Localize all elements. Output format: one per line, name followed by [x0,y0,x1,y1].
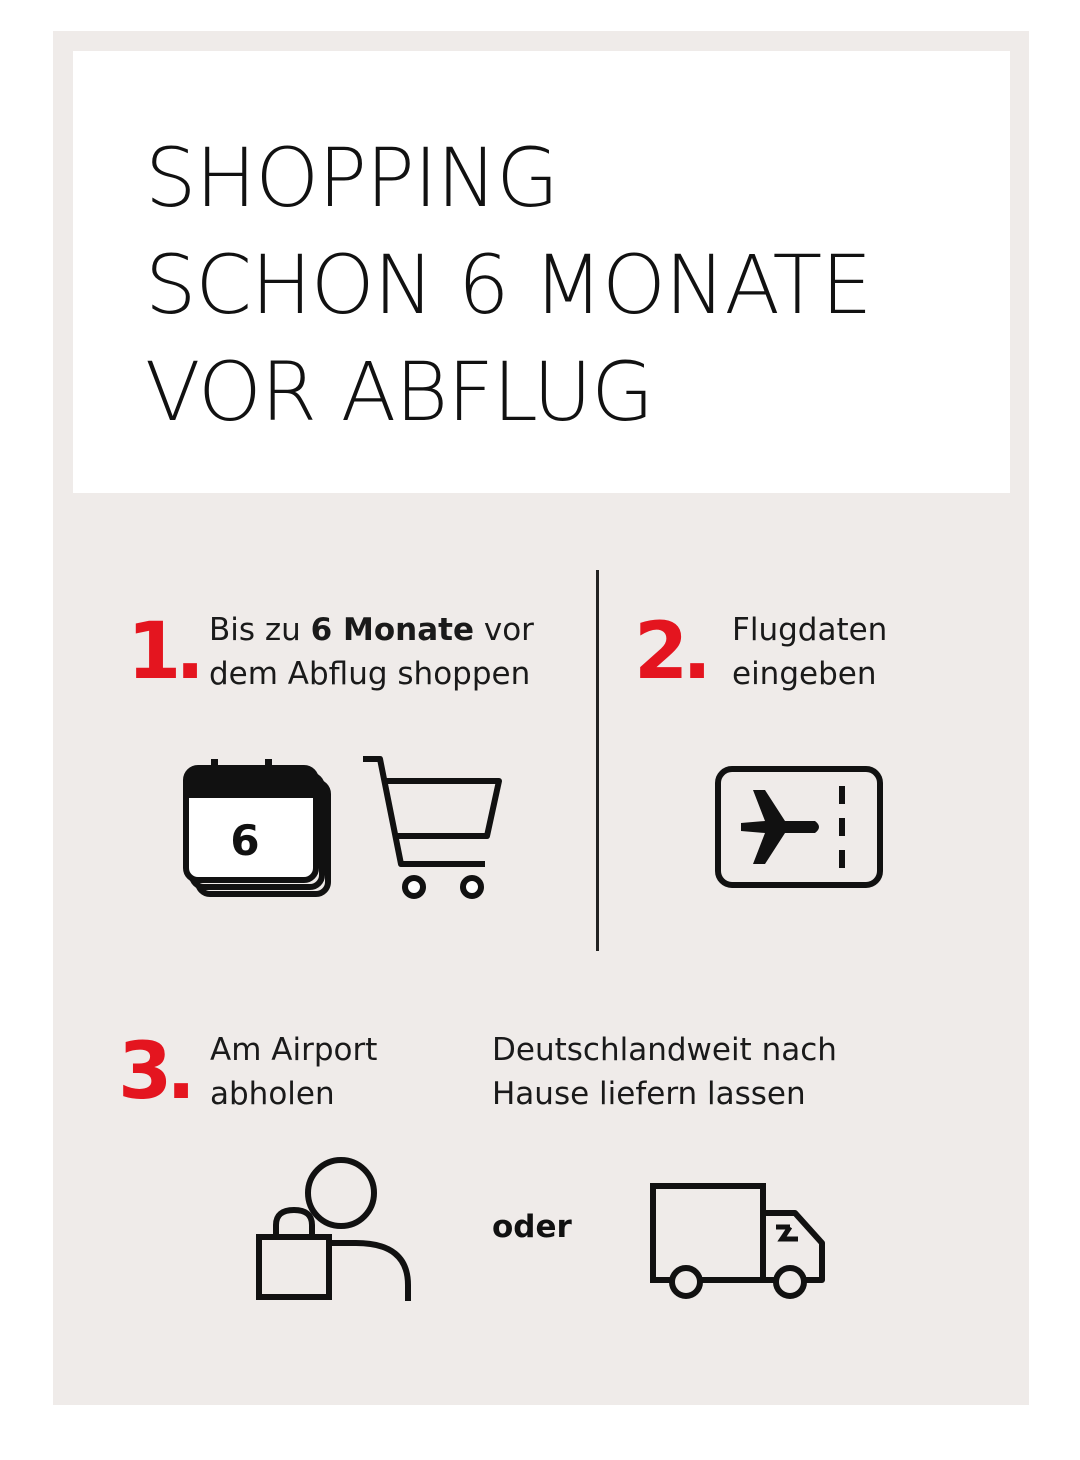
step-2-number: 2. [634,607,706,697]
step-3-alt-line-2: Hause liefern lassen [492,1076,806,1112]
step-3-alt-text [492,1028,837,1116]
delivery-truck-icon [650,1183,825,1301]
shopping-cart-icon [363,756,503,901]
step-3-alt-line-1: Deutschlandweit nach [492,1032,837,1068]
step-3-number: 3. [118,1027,190,1117]
step-1-line-2: dem Abflug shoppen [209,656,531,692]
title-line-1: SHOPPING [145,132,559,226]
step-2-line-2: eingeben [732,656,877,692]
step-2-text [732,608,887,696]
step-1-line-1: Bis zu 6 Monate vor [209,612,534,648]
calendar-icon [185,759,335,901]
step-1-number: 1. [127,607,199,697]
step-2-line-1: Flugdaten [732,612,888,648]
calendar-day: 6 [230,816,260,865]
title-box [73,51,1010,493]
step-3-line-2: abholen [210,1076,335,1112]
step-3-text [210,1028,377,1116]
person-with-bag-icon [256,1155,416,1303]
oder-label: oder [492,1209,572,1245]
title-line-2: SCHON 6 MONATE [145,239,872,333]
infographic-card [53,31,1029,1405]
step-divider [596,570,599,951]
step-3-line-1: Am Airport [210,1032,378,1068]
boarding-pass-icon [715,766,883,890]
step-1-text [209,608,534,696]
title-line-3: VOR ABFLUG [145,346,653,440]
